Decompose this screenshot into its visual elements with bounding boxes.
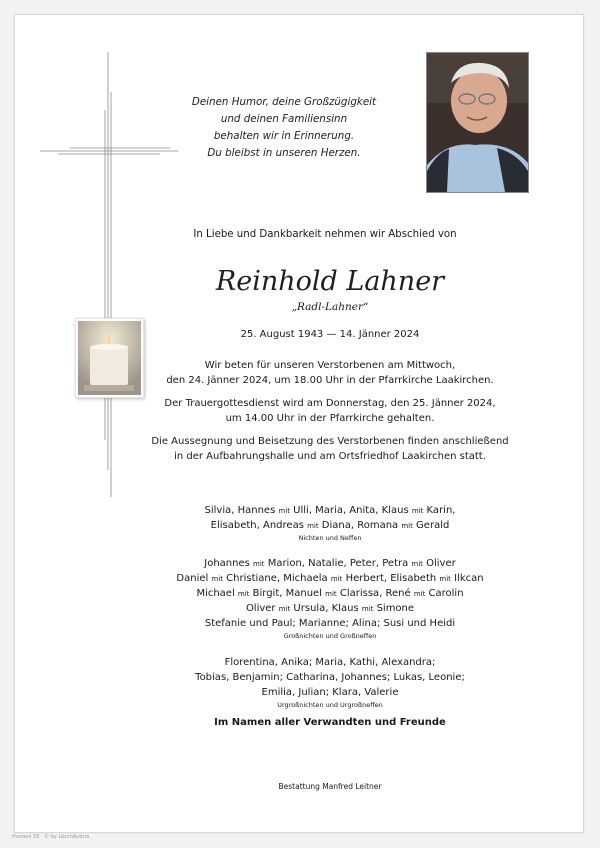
announcement-line: in der Aufbahrungshalle und am Ortsfriedhof Laakirchen statt.	[174, 451, 486, 462]
family-line: Silvia, Hannes mit Ulli, Maria, Anita, Klaus mit Karin,	[204, 505, 456, 516]
deceased-nickname: „Radl-Lahner“	[291, 301, 369, 313]
family-line: Tobias, Benjamin; Catharina, Johannes; Lukas, Leonie;	[195, 672, 465, 683]
portrait-photo	[426, 52, 529, 193]
memorial-quote-closing: Du bleibst in unseren Herzen.	[207, 147, 361, 159]
life-dates: 25. August 1943 — 14. Jänner 2024	[240, 329, 420, 340]
family-line: Emilia, Julian; Klara, Valerie	[261, 687, 399, 698]
announcement-line: den 24. Jänner 2024, um 18.00 Uhr in der Pfarrkirche Laakirchen.	[166, 375, 494, 386]
family-line: Oliver mit Ursula, Klaus mit Simone	[245, 603, 415, 614]
deceased-name: Reinhold Lahner	[215, 266, 445, 297]
family-caption: Großnichten und Großneffen	[283, 632, 377, 640]
farewell-intro: In Liebe und Dankbarkeit nehmen wir Abschied von	[193, 229, 457, 240]
family-line: Daniel mit Christiane, Michaela mit Herbert, Elisabeth mit Ilkcan	[176, 573, 484, 584]
announcement-line: Wir beten für unseren Verstorbenen am Mittwoch,	[204, 360, 456, 371]
announcement-line: um 14.00 Uhr in der Pfarrkirche gehalten.	[225, 413, 435, 424]
footer-note: Humani 50 · © by LöschAudria	[12, 834, 90, 840]
family-line: Michael mit Birgit, Manuel mit Clarissa, René mit Carolin	[196, 588, 464, 599]
memorial-quote-line: Deinen Humor, deine Großzügigkeit	[191, 96, 377, 108]
announcement-line: Die Aussegnung und Beisetzung des Verstorbenen finden anschließend	[151, 436, 509, 447]
memorial-quote-line: behalten wir in Erinnerung.	[213, 130, 355, 142]
family-caption: Nichten und Neffen	[298, 534, 362, 542]
family-line: Florentina, Anika; Maria, Kathi, Alexandra;	[224, 657, 436, 668]
memorial-quote-line: und deinen Familiensinn	[220, 113, 348, 125]
family-line: Elisabeth, Andreas mit Diana, Romana mit Gerald	[210, 520, 450, 531]
closing-line: Im Namen aller Verwandten und Freunde	[214, 717, 446, 728]
announcement-line: Der Trauergottesdienst wird am Donnerstag, den 25. Jänner 2024,	[164, 398, 496, 409]
undertaker-name: Bestattung Manfred Leitner	[278, 782, 382, 791]
family-caption: Urgroßnichten und Urgroßneffen	[277, 701, 383, 709]
family-line: Stefanie und Paul; Marianne; Alina; Susi und Heidi	[204, 618, 456, 629]
family-line: Johannes mit Marion, Natalie, Peter, Petra mit Oliver	[204, 558, 456, 569]
